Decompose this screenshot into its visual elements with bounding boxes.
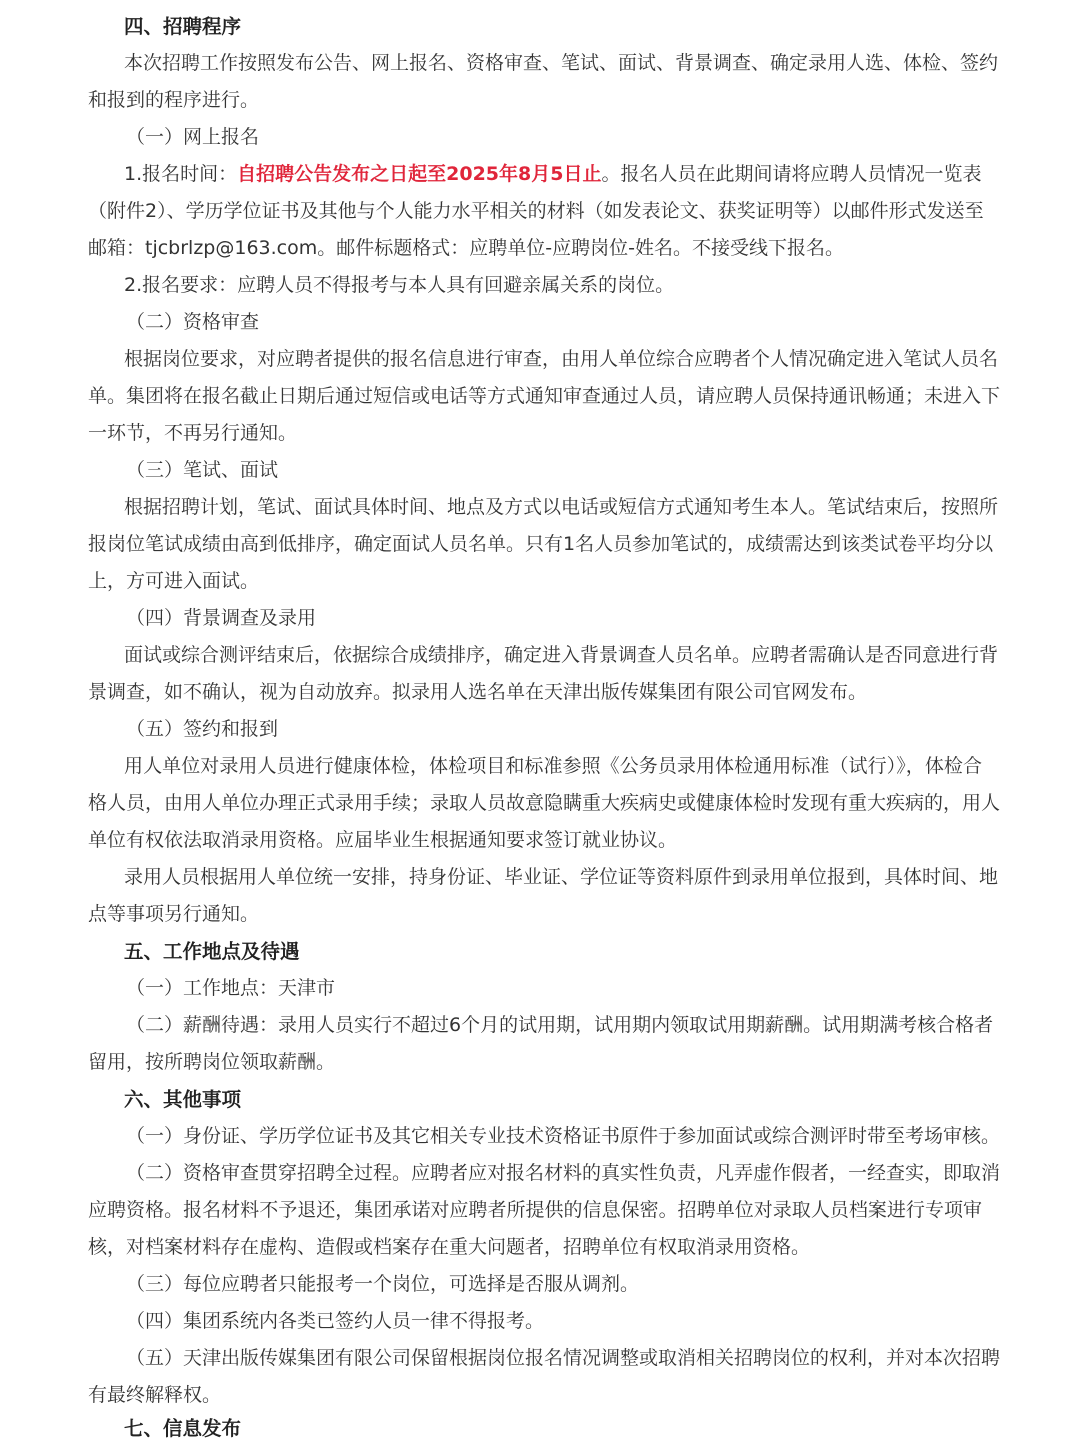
paragraph-line: 录用人员根据用人单位统一安排，持身份证、毕业证、学位证等资料原件到录用单位报到，具体时间、地 bbox=[124, 866, 999, 888]
paragraph-line: 核，对档案材料存在虚构、造假或档案存在重大问题者，招聘单位有权取消录用资格。 bbox=[88, 1236, 811, 1258]
subheading-qualification-review: （二）资格审查 bbox=[126, 311, 260, 333]
paragraph-line: 本次招聘工作按照发布公告、网上报名、资格审查、笔试、面试、背景调查、确定录用人选、体检、签约 bbox=[124, 52, 999, 74]
paragraph-line: （三）每位应聘者只能报考一个岗位，可选择是否服从调剂。 bbox=[126, 1273, 640, 1295]
registration-time-label: 1.报名时间： bbox=[124, 163, 238, 185]
registration-deadline-highlight: 自招聘公告发布之日起至2025年8月5日止 bbox=[237, 163, 602, 185]
paragraph-line: 根据岗位要求，对应聘者提供的报名信息进行审查，由用人单位综合应聘者个人情况确定进入笔试人员名 bbox=[124, 348, 999, 370]
paragraph-line: 应聘资格。报名材料不予退还，集团承诺对应聘者所提供的信息保密。招聘单位对录取人员档案进行专项审 bbox=[88, 1199, 982, 1221]
email-line: 邮箱：tjcbrlzp@163.com。邮件标题格式：应聘单位-应聘岗位-姓名。不接受线下报名。 bbox=[88, 237, 844, 259]
paragraph-line: 2.报名要求：应聘人员不得报考与本人具有回避亲属关系的岗位。 bbox=[124, 274, 675, 296]
section-heading-6: 六、其他事项 bbox=[124, 1088, 242, 1111]
cut-off-next-heading bbox=[0, 1410, 1080, 1440]
paragraph-line: 一环节，不再另行通知。 bbox=[88, 422, 298, 444]
registration-time-suffix: 。报名人员在此期间请将应聘人员情况一览表 bbox=[601, 163, 982, 185]
section-heading-7-partial: 七、信息发布 bbox=[124, 1417, 242, 1440]
section-heading-5: 五、工作地点及待遇 bbox=[124, 940, 300, 963]
paragraph-line: （四）集团系统内各类已签约人员一律不得报考。 bbox=[126, 1310, 545, 1332]
paragraph-line: （五）天津出版传媒集团有限公司保留根据岗位报名情况调整或取消相关招聘岗位的权利，并对本次招聘 bbox=[126, 1347, 1001, 1369]
subheading-online-registration: （一）网上报名 bbox=[126, 126, 260, 148]
paragraph-line: （二）资格审查贯穿招聘全过程。应聘者应对报名材料的真实性负责，凡弄虚作假者，一经查实，即取消 bbox=[126, 1162, 1001, 1184]
paragraph-line: 单位有权依法取消录用资格。应届毕业生根据通知要求签订就业协议。 bbox=[88, 829, 678, 851]
paragraph-line: （二）薪酬待遇：录用人员实行不超过6个月的试用期，试用期内领取试用期薪酬。试用期满考核合格者 bbox=[126, 1014, 994, 1036]
subheading-signing: （五）签约和报到 bbox=[126, 718, 279, 740]
paragraph-line: （附件2）、学历学位证书及其他与个人能力水平相关的材料（如发表论文、获奖证明等）以邮件形式发送至 bbox=[88, 200, 984, 222]
paragraph-line: 点等事项另行通知。 bbox=[88, 903, 260, 925]
paragraph-line: 和报到的程序进行。 bbox=[88, 89, 260, 111]
paragraph-line: 上，方可进入面试。 bbox=[88, 570, 260, 592]
section-heading-4: 四、招聘程序 bbox=[124, 15, 242, 38]
paragraph-line: 单。集团将在报名截止日期后通过短信或电话等方式通知审查通过人员，请应聘人员保持通讯畅通；未进入下 bbox=[88, 385, 1001, 407]
paragraph-line: 景调查，如不确认，视为自动放弃。拟录用人选名单在天津出版传媒集团有限公司官网发布。 bbox=[88, 681, 868, 703]
paragraph-line: 格人员，由用人单位办理正式录用手续；录取人员故意隐瞒重大疾病史或健康体检时发现有重大疾病的，用人 bbox=[88, 792, 1001, 814]
paragraph-line: 根据招聘计划，笔试、面试具体时间、地点及方式以电话或短信方式通知考生本人。笔试结束后，按照所 bbox=[124, 496, 999, 518]
subheading-exam-interview: （三）笔试、面试 bbox=[126, 459, 279, 481]
paragraph-line: （一）身份证、学历学位证书及其它相关专业技术资格证书原件于参加面试或综合测评时带至考场审核。 bbox=[126, 1125, 1001, 1147]
paragraph-line: 用人单位对录用人员进行健康体检，体检项目和标准参照《公务员录用体检通用标准（试行）》，体检合 bbox=[124, 755, 982, 777]
work-location-line: （一）工作地点：天津市 bbox=[126, 977, 336, 999]
paragraph-line: 留用，按所聘岗位领取薪酬。 bbox=[88, 1051, 336, 1073]
paragraph-line: 有最终解释权。 bbox=[88, 1384, 222, 1406]
paragraph-line: 报岗位笔试成绩由高到低排序，确定面试人员名单。只有1名人员参加笔试的，成绩需达到该类试卷平均分以 bbox=[88, 533, 994, 555]
subheading-background-check: （四）背景调查及录用 bbox=[126, 607, 317, 629]
registration-time-line bbox=[124, 156, 981, 193]
paragraph-line: 面试或综合测评结束后，依据综合成绩排序，确定进入背景调查人员名单。应聘者需确认是否同意进行背 bbox=[124, 644, 999, 666]
